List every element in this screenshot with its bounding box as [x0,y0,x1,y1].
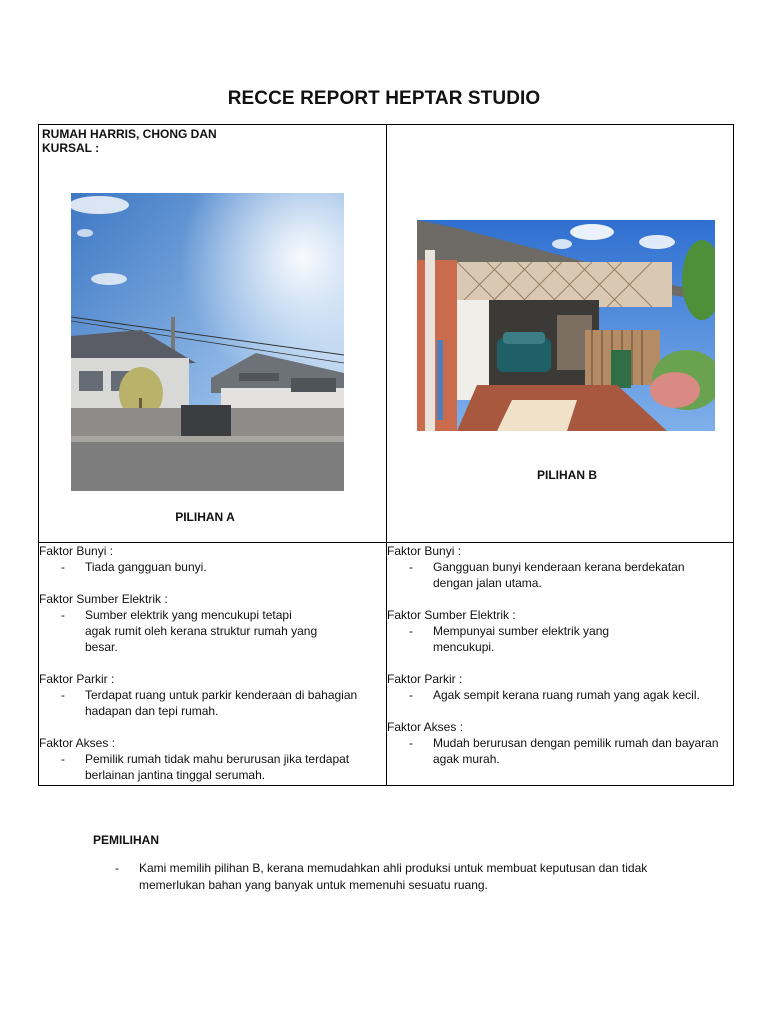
dash: - [409,560,413,574]
factor-bullet [39,751,386,783]
report-title: RECCE REPORT HEPTAR STUDIO [227,88,541,109]
option-b-photo [417,220,715,431]
option-b-factors [387,543,734,786]
dash: - [115,861,119,875]
factor-sound-b [387,543,733,591]
selection-heading: PEMILIHAN [93,833,159,847]
option-b-label: PILIHAN B [537,468,597,482]
factor-bullet [387,559,733,591]
factor-title: Faktor Bunyi : [387,544,462,558]
factor-text: Terdapat ruang untuk parkir kenderaan di bahagian hadapan dan tepi rumah. [85,688,358,718]
option-a-label: PILIHAN A [175,510,235,524]
option-a-photo [71,193,344,491]
factor-electric-a [39,591,386,655]
factor-title: Faktor Sumber Elektrik : [387,608,516,622]
photo-row [39,125,734,543]
factor-bullet [387,687,733,703]
factor-electric-b [387,607,733,655]
factor-sound-a [39,543,386,575]
factor-text: Mempunyai sumber elektrik yang mencukupi. [433,624,610,654]
option-a-photo-cell [39,125,387,543]
dash: - [61,560,65,574]
factor-text: Agak sempit kerana ruang rumah yang agak kecil. [433,688,700,702]
dash: - [61,608,65,622]
dash: - [409,688,413,702]
factor-text: Gangguan bunyi kenderaan kerana berdekatan dengan jalan utama. [433,560,685,590]
factor-title: Faktor Akses : [387,720,464,734]
factor-title: Faktor Akses : [39,736,116,750]
selection-text: Kami memilih pilihan B, kerana memudahkan ahli produksi untuk membuat keputusan dan tidak memerlukan bahan yang banyak untuk memenuhi sesuatu ruang. [139,861,648,892]
dash: - [409,624,413,638]
dash: - [409,736,413,750]
dash: - [61,688,65,702]
factor-bullet [39,687,386,719]
factor-bullet [387,623,733,655]
option-b-photo-cell [387,125,734,543]
factor-bullet [39,559,386,575]
factor-access-b [387,719,733,767]
dash: - [61,752,65,766]
factor-title: Faktor Sumber Elektrik : [39,592,168,606]
house-name: RUMAH HARRIS, CHONG DAN KURSAL : [42,127,217,155]
factor-parking-a [39,671,386,719]
factors-row [39,543,734,786]
option-a-factors [39,543,387,786]
factor-parking-b [387,671,733,703]
factor-text: Tiada gangguan bunyi. [85,560,207,574]
recce-table [38,124,734,786]
factor-title: Faktor Parkir : [387,672,463,686]
factor-text: Mudah berurusan dengan pemilik rumah dan bayaran agak murah. [433,736,719,766]
factor-title: Faktor Parkir : [39,672,115,686]
factor-text: Sumber elektrik yang mencukupi tetapi agak rumit oleh kerana struktur rumah yang besar. [85,608,318,654]
factor-bullet [39,607,386,655]
house-a-image [71,193,344,491]
factor-access-a [39,735,386,783]
factor-title: Faktor Bunyi : [39,544,114,558]
selection-statement [115,860,655,894]
house-b-image [417,220,715,431]
factor-bullet [387,735,733,767]
factor-text: Pemilik rumah tidak mahu berurusan jika terdapat berlainan jantina tinggal serumah. [85,752,350,782]
